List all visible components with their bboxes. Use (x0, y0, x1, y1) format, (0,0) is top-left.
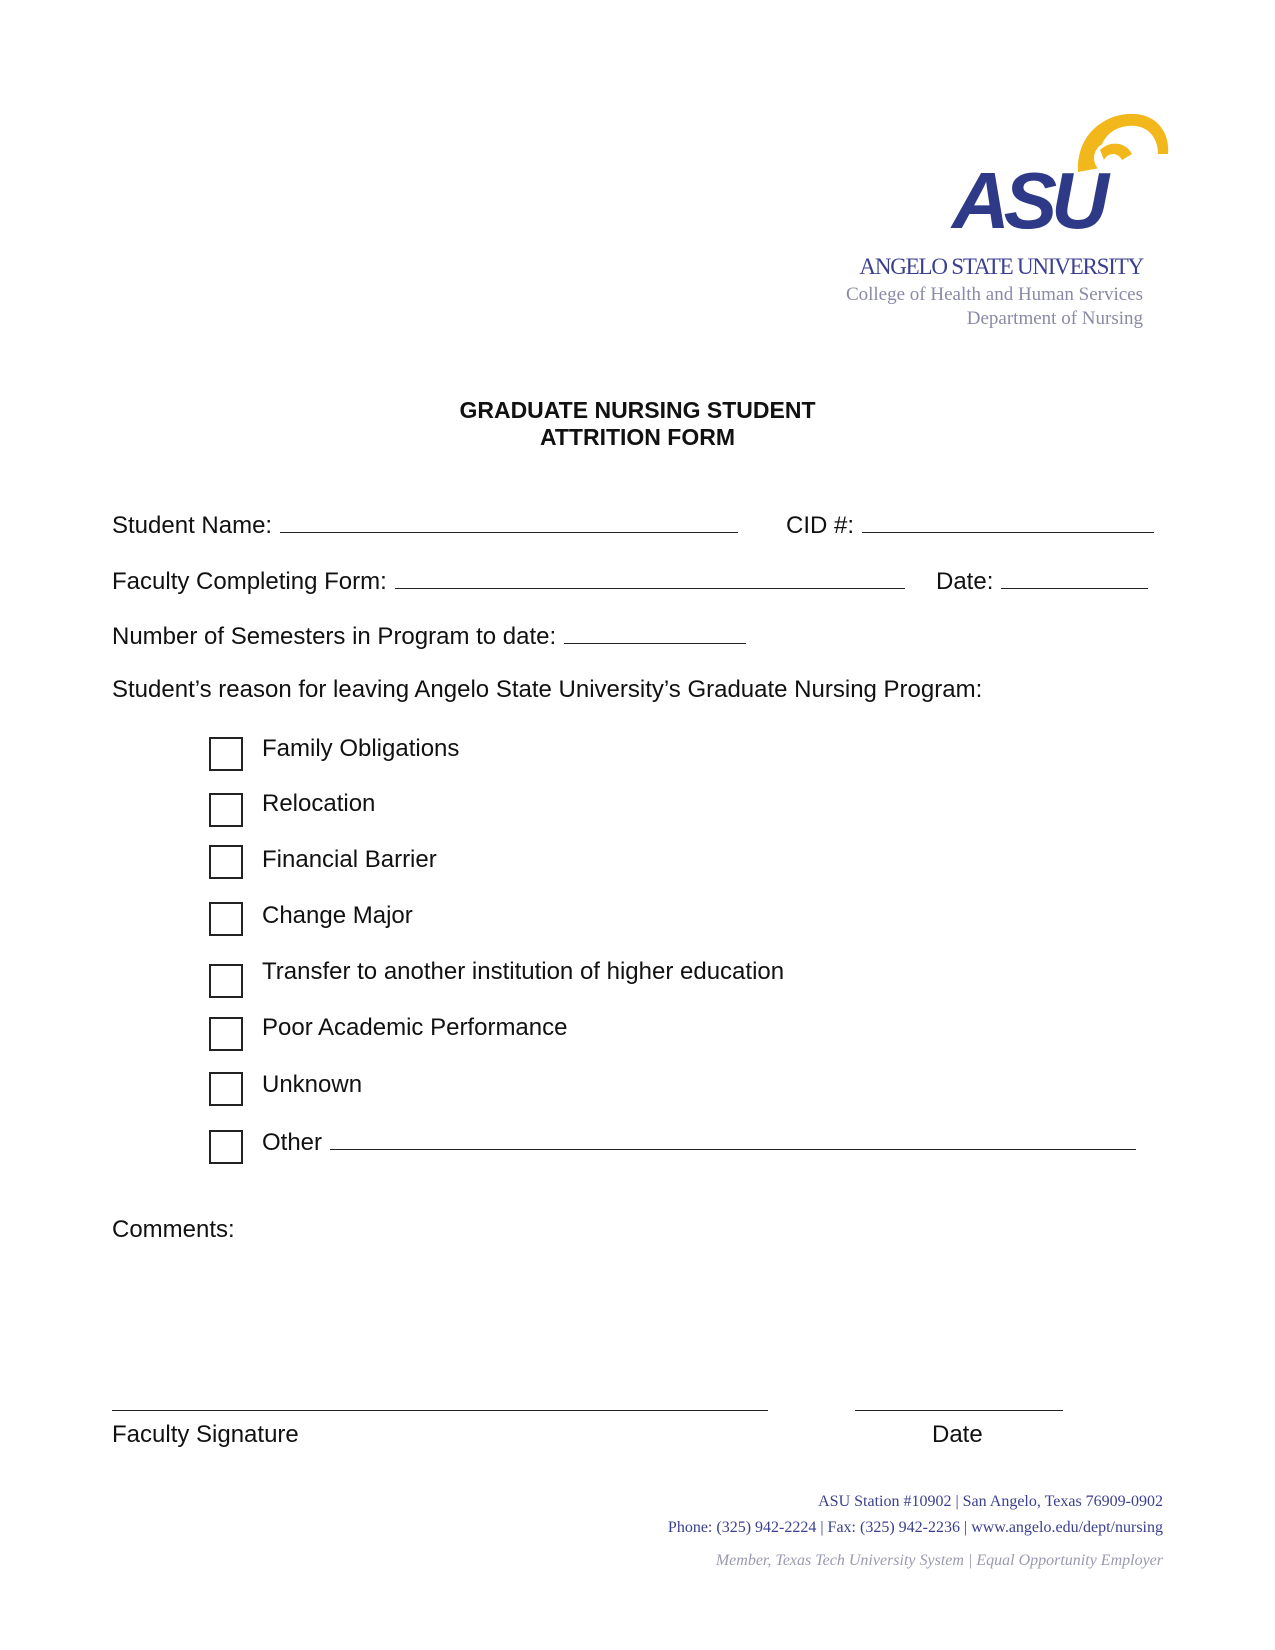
comments-label: Comments: (112, 1216, 235, 1243)
date-field[interactable] (1001, 566, 1148, 589)
logo-text: ASU (952, 156, 1103, 240)
financial-barrier-label: Financial Barrier (262, 846, 437, 873)
poor-academic-performance-label: Poor Academic Performance (262, 1014, 568, 1041)
university-name: ANGELO STATE UNIVERSITY (859, 254, 1143, 279)
faculty-field[interactable] (395, 566, 905, 589)
footer-membership: Member, Texas Tech University System | Equal Opportunity Employer (715, 1552, 1163, 1569)
asu-logo (950, 110, 1172, 240)
college-name: College of Health and Human Services (845, 284, 1143, 305)
form-title-line1: GRADUATE NURSING STUDENT (459, 397, 816, 423)
other-field[interactable] (330, 1127, 1136, 1150)
footer-contact: Phone: (325) 942-2224 | Fax: (325) 942-2236 | www.angelo.edu/dept/nursing (667, 1519, 1163, 1536)
family-obligations-label: Family Obligations (262, 735, 460, 762)
reason-prompt: Student’s reason for leaving Angelo State University’s Graduate Nursing Program: (112, 676, 983, 703)
date-label: Date: (936, 568, 994, 595)
change-major-label: Change Major (262, 902, 413, 929)
transfer-checkbox[interactable] (209, 964, 243, 998)
other-checkbox[interactable] (209, 1130, 243, 1164)
comments-area[interactable] (112, 1250, 1132, 1390)
footer-address: ASU Station #10902 | San Angelo, Texas 76909-0902 (818, 1493, 1163, 1510)
faculty-signature-label: Faculty Signature (112, 1421, 299, 1448)
change-major-checkbox[interactable] (209, 902, 243, 936)
unknown-label: Unknown (262, 1071, 363, 1098)
student-name-field[interactable] (280, 510, 738, 533)
faculty-row (112, 566, 905, 596)
relocation-checkbox[interactable] (209, 793, 243, 827)
financial-barrier-checkbox[interactable] (209, 845, 243, 879)
date-row (936, 566, 1148, 596)
signature-date-line[interactable] (855, 1410, 1063, 1411)
poor-academic-performance-checkbox[interactable] (209, 1017, 243, 1051)
student-name-label: Student Name: (112, 512, 273, 539)
faculty-signature-line[interactable] (112, 1410, 768, 1411)
unknown-checkbox[interactable] (209, 1072, 243, 1106)
signature-date-label: Date (932, 1421, 983, 1448)
relocation-label: Relocation (262, 790, 376, 817)
cid-row (786, 510, 1154, 540)
semesters-field[interactable] (564, 621, 746, 644)
semesters-label: Number of Semesters in Program to date: (112, 623, 557, 650)
transfer-label: Transfer to another institution of higher education (262, 958, 785, 985)
department-name: Department of Nursing (966, 308, 1143, 329)
other-row (262, 1127, 1136, 1157)
semesters-row (112, 621, 746, 651)
form-title-line2: ATTRITION FORM (539, 424, 736, 450)
faculty-label: Faculty Completing Form: (112, 568, 387, 595)
student-name-row (112, 510, 738, 540)
cid-field[interactable] (862, 510, 1154, 533)
other-label: Other (262, 1129, 323, 1156)
cid-label: CID #: (786, 512, 855, 539)
family-obligations-checkbox[interactable] (209, 737, 243, 771)
